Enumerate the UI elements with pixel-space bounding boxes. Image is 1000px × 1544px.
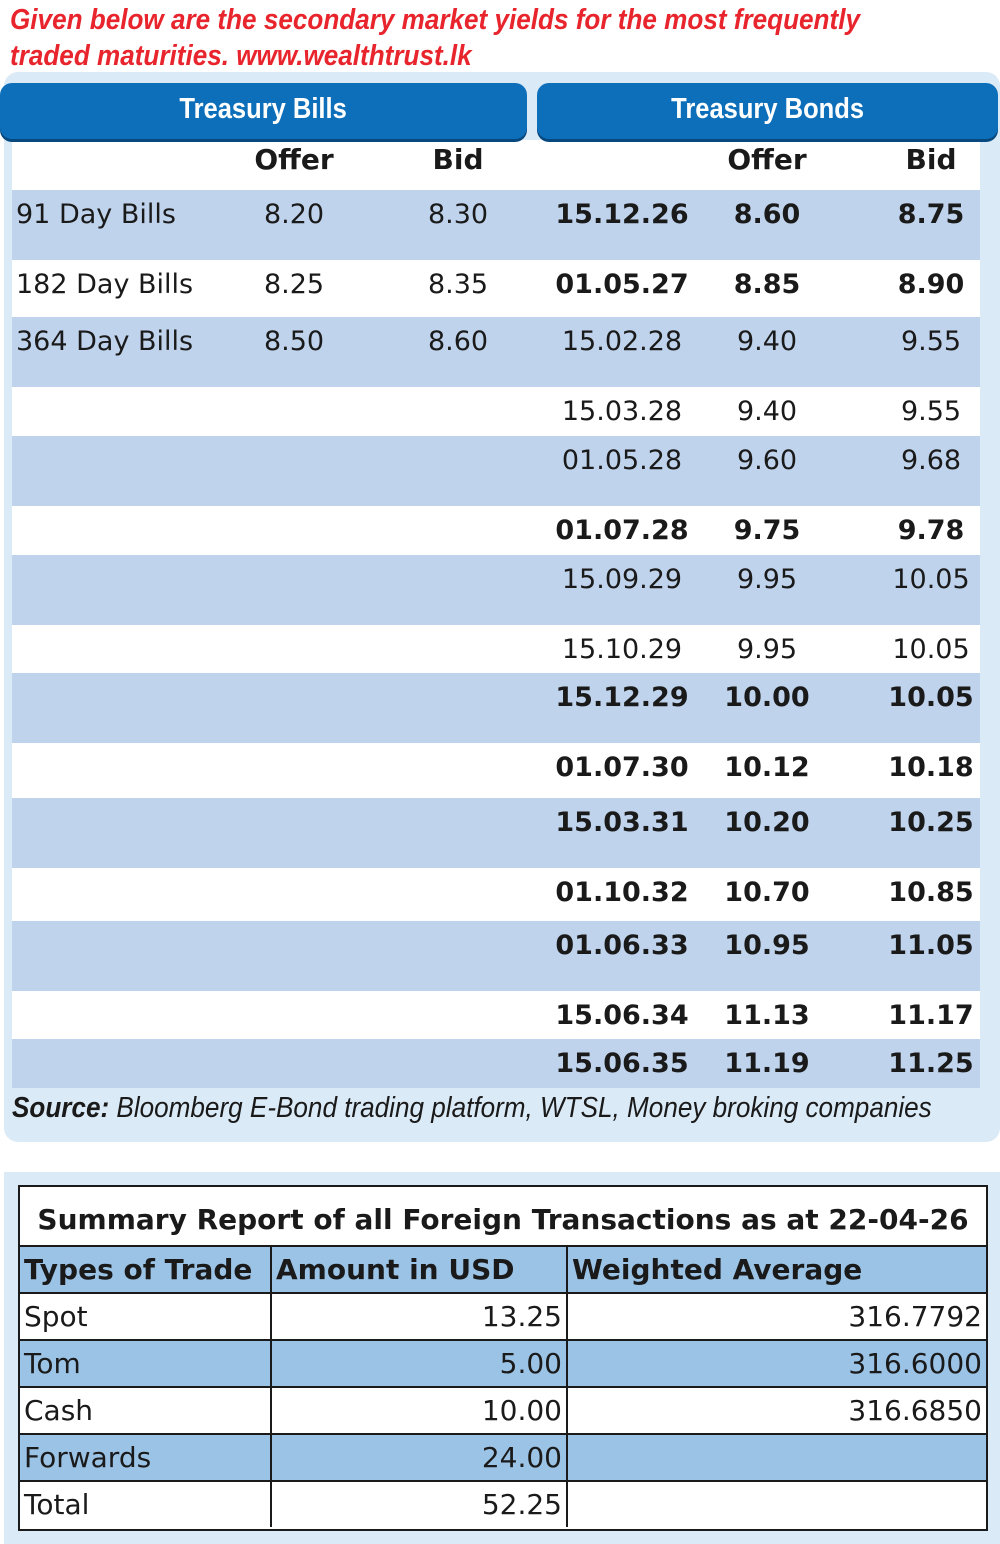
fx-type: Spot xyxy=(24,1300,88,1333)
table-row xyxy=(12,1039,980,1088)
bond-maturity: 15.02.28 xyxy=(561,326,683,357)
bill-bid: 8.30 xyxy=(427,199,489,230)
source-label: Source: xyxy=(12,1092,110,1124)
fx-amount: 5.00 xyxy=(270,1341,566,1386)
bond-maturity: 01.05.28 xyxy=(561,445,683,476)
bond-offer: 10.00 xyxy=(724,682,810,713)
table-row xyxy=(12,991,980,1039)
treasury-bills-label: Treasury Bills xyxy=(179,93,348,125)
bond-offer: 8.60 xyxy=(733,199,801,230)
table-row xyxy=(20,1339,986,1386)
bond-maturity: 15.10.29 xyxy=(561,634,683,665)
table-row xyxy=(12,555,980,625)
bill-bid: 8.60 xyxy=(427,326,489,357)
bond-maturity: 15.03.28 xyxy=(561,396,683,427)
table-row xyxy=(20,1386,986,1433)
table-row xyxy=(12,673,980,743)
fx-header-average: Weighted Average xyxy=(566,1247,986,1292)
bond-maturity: 01.07.28 xyxy=(555,515,689,546)
bond-bid: 9.68 xyxy=(900,445,962,476)
table-row xyxy=(12,868,980,921)
fx-type: Total xyxy=(24,1488,90,1521)
bond-offer: 9.40 xyxy=(736,326,798,357)
bill-bid-header: Bid xyxy=(432,143,484,176)
bill-offer: 8.20 xyxy=(263,199,325,230)
fx-average: 316.6850 xyxy=(566,1388,986,1433)
table-row xyxy=(12,260,980,317)
intro-line-2: traded maturities. www.wealthtrust.lk xyxy=(10,40,472,72)
fx-header-type: Types of Trade xyxy=(24,1253,253,1286)
bond-bid: 8.90 xyxy=(897,269,965,300)
bond-bid: 10.85 xyxy=(888,877,974,908)
bond-offer: 10.20 xyxy=(724,807,810,838)
table-row xyxy=(12,190,980,260)
bill-name: 91 Day Bills xyxy=(16,199,176,230)
bond-bid: 10.05 xyxy=(888,682,974,713)
bond-bid: 8.75 xyxy=(897,199,965,230)
fx-amount: 13.25 xyxy=(270,1294,566,1339)
bond-offer: 8.85 xyxy=(733,269,801,300)
table-row xyxy=(12,798,980,868)
bond-offer: 11.13 xyxy=(724,1000,810,1031)
bond-bid-header: Bid xyxy=(905,143,957,176)
fx-summary-table xyxy=(18,1185,988,1531)
bond-maturity: 15.12.29 xyxy=(555,682,689,713)
treasury-bonds-label: Treasury Bonds xyxy=(671,93,864,125)
source-note xyxy=(12,1092,932,1125)
bond-maturity: 15.03.31 xyxy=(555,807,689,838)
source-text: Bloomberg E-Bond trading platform, WTSL, Money broking companies xyxy=(109,1092,932,1124)
table-row xyxy=(12,436,980,506)
fx-amount: 24.00 xyxy=(270,1435,566,1480)
bond-offer-header: Offer xyxy=(727,143,807,176)
treasury-bonds-header xyxy=(537,83,998,139)
bond-offer: 9.95 xyxy=(736,564,798,595)
bond-bid: 11.05 xyxy=(888,930,974,961)
fx-header-amount: Amount in USD xyxy=(270,1247,566,1292)
bond-bid: 11.17 xyxy=(888,1000,974,1031)
bond-maturity: 15.06.34 xyxy=(555,1000,689,1031)
treasury-bills-header xyxy=(0,83,527,139)
bond-offer: 10.70 xyxy=(724,877,810,908)
bond-maturity: 01.06.33 xyxy=(555,930,689,961)
bill-name: 364 Day Bills xyxy=(16,326,194,357)
bond-offer: 9.95 xyxy=(736,634,798,665)
bill-name: 182 Day Bills xyxy=(16,269,194,300)
fx-amount: 10.00 xyxy=(270,1388,566,1433)
table-row xyxy=(12,506,980,555)
table-row xyxy=(12,743,980,798)
table-row xyxy=(20,1292,986,1339)
bond-bid: 9.55 xyxy=(900,396,962,427)
fx-type: Cash xyxy=(24,1394,94,1427)
bond-offer: 9.75 xyxy=(733,515,801,546)
table-row xyxy=(20,1480,986,1527)
bond-bid: 10.05 xyxy=(892,564,970,595)
bond-maturity: 15.06.35 xyxy=(555,1048,689,1079)
bond-offer: 9.40 xyxy=(736,396,798,427)
table-row xyxy=(12,317,980,387)
bill-offer-header: Offer xyxy=(254,143,334,176)
table-row xyxy=(12,921,980,991)
intro-line-1: Given below are the secondary market yields for the most frequently xyxy=(10,4,860,36)
table-row xyxy=(20,1433,986,1480)
bond-maturity: 15.09.29 xyxy=(561,564,683,595)
bond-offer: 10.95 xyxy=(724,930,810,961)
bond-maturity: 01.07.30 xyxy=(555,752,689,783)
fx-amount: 52.25 xyxy=(270,1482,566,1527)
table-row xyxy=(12,387,980,436)
table-row xyxy=(12,625,980,673)
bond-offer: 10.12 xyxy=(724,752,810,783)
fx-header-row xyxy=(20,1245,986,1292)
yields-table xyxy=(12,140,980,1088)
fx-average: 316.7792 xyxy=(566,1294,986,1339)
fx-table-title: Summary Report of all Foreign Transactions as at 22-04-26 xyxy=(37,1203,969,1236)
bond-bid: 10.25 xyxy=(888,807,974,838)
bond-bid: 10.18 xyxy=(888,752,974,783)
bill-offer: 8.25 xyxy=(263,269,325,300)
intro-text xyxy=(10,2,892,74)
bond-bid: 10.05 xyxy=(892,634,970,665)
bond-bid: 9.78 xyxy=(897,515,965,546)
fx-type: Forwards xyxy=(24,1441,152,1474)
fx-type: Tom xyxy=(24,1347,81,1380)
bond-bid: 9.55 xyxy=(900,326,962,357)
fx-average xyxy=(566,1435,986,1480)
bill-offer: 8.50 xyxy=(263,326,325,357)
bond-offer: 11.19 xyxy=(724,1048,810,1079)
bill-bid: 8.35 xyxy=(427,269,489,300)
bond-maturity: 15.12.26 xyxy=(555,199,689,230)
bond-offer: 9.60 xyxy=(736,445,798,476)
fx-average: 316.6000 xyxy=(566,1341,986,1386)
fx-average xyxy=(566,1482,986,1527)
bond-bid: 11.25 xyxy=(888,1048,974,1079)
bond-maturity: 01.10.32 xyxy=(555,877,689,908)
bond-maturity: 01.05.27 xyxy=(555,269,689,300)
